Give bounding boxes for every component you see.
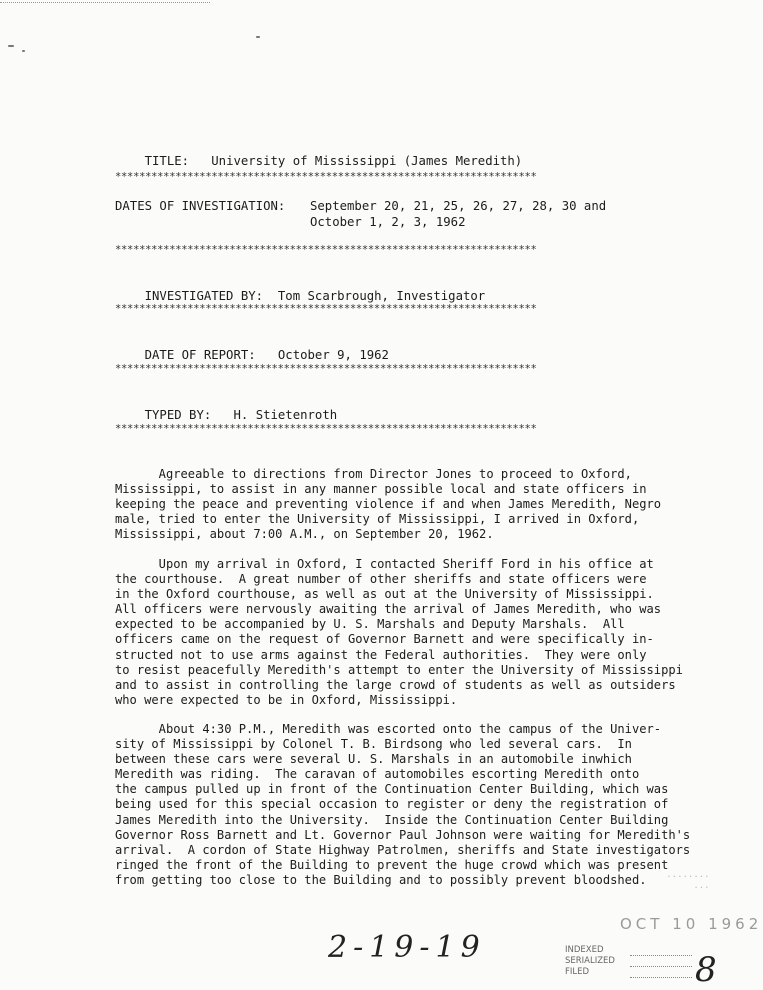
separator: ********************************************************************** [115, 303, 537, 315]
dates-line-1: September 20, 21, 25, 26, 27, 28, 30 and [310, 199, 607, 213]
separator: ********************************************************************** [115, 244, 537, 256]
typed-by-value: H. Stietenroth [233, 408, 338, 422]
title-value: University of Mississippi (James Meredith) [211, 154, 523, 168]
separator: ********************************************************************** [115, 171, 537, 183]
stamp-line [630, 977, 692, 978]
scan-artifact-line [0, 2, 210, 3]
stamp-indexed: INDEXED [565, 945, 604, 955]
stamp-line [630, 955, 692, 956]
investigated-by-label: INVESTIGATED BY: [144, 289, 264, 303]
date-of-report-value: October 9, 1962 [277, 348, 389, 362]
stamp-filed: FILED [565, 967, 590, 977]
margin-stamp-faded: ........ ... [666, 870, 710, 891]
handwritten-file-number: 2-19-19 [328, 930, 486, 965]
dates-value [310, 199, 606, 230]
separator: ********************************************************************** [115, 423, 537, 435]
paragraph-3: About 4:30 P.M., Meredith was escorted onto the campus of the Univer- sity of Mississippi by Colonel T. B. Birdsong who led several cars. In between these cars were several U. S. Marshals in an automobile inwhich Meredith was riding. The caravan of automobiles escorting Meredith onto the campus pulled up in front of the Continuation Center Building, which was being used for this special occasion to register or deny the registration of James Meredith into the University. Inside the Continuation Center Building Governor Ross Barnett and Lt. Governor Paul Johnson were waiting for Meredith's arrival. A cordon of State Highway Patrolmen, sheriffs and State investigators ringed the front of the Building to prevent the huge crowd which was present from getting too close to the Building and to possibly prevent bloodshed. [115, 722, 691, 887]
dates-label: DATES OF INVESTIGATION: [115, 199, 286, 213]
paragraph-1: Agreeable to directions from Director Jones to proceed to Oxford, Mississippi, to assist in any manner possible local and state officers in keeping the peace and preventing violence if and when James Meredith, Negro male, tried to enter the University of Mississippi, I arrived in Oxford, Mississippi, about 7:00 A.M., on September 20, 1962. [115, 467, 662, 542]
scan-speck [256, 36, 260, 38]
title-label: TITLE: [144, 154, 190, 168]
investigated-by-value: Tom Scarbrough, Investigator [277, 289, 486, 303]
filing-stamp [565, 945, 615, 978]
typed-by-label: TYPED BY: [144, 408, 212, 422]
paragraph-2: Upon my arrival in Oxford, I contacted Sheriff Ford in his office at the courthouse. A great number of other sheriffs and state officers were in the Oxford courthouse, as well as out at the University of Mississippi. All officers were nervously awaiting the arrival of James Meredith, who was expected to be accompanied by U. S. Marshals and Deputy Marshals. All officers came on the request of Governor Barnett and were specifically in- structed not to use arms against the Federal authorities. They were only to resist peacefully Meredith's attempt to enter the University of Mississippi and to assist in controlling the large crowd of students as well as outsiders who were expected to be in Oxford, Mississippi. [115, 557, 683, 707]
stamp-line [630, 966, 692, 967]
stamp-serialized: SERIALIZED [565, 956, 615, 966]
dates-line-2: October 1, 2, 3, 1962 [310, 214, 466, 229]
received-date-stamp: OCT 10 1962 [620, 915, 763, 933]
separator: ********************************************************************** [115, 363, 537, 375]
date-of-report-label: DATE OF REPORT: [144, 348, 256, 362]
scan-speck [22, 50, 25, 52]
handwritten-mark: 8 [695, 950, 717, 990]
scan-speck [8, 45, 14, 47]
